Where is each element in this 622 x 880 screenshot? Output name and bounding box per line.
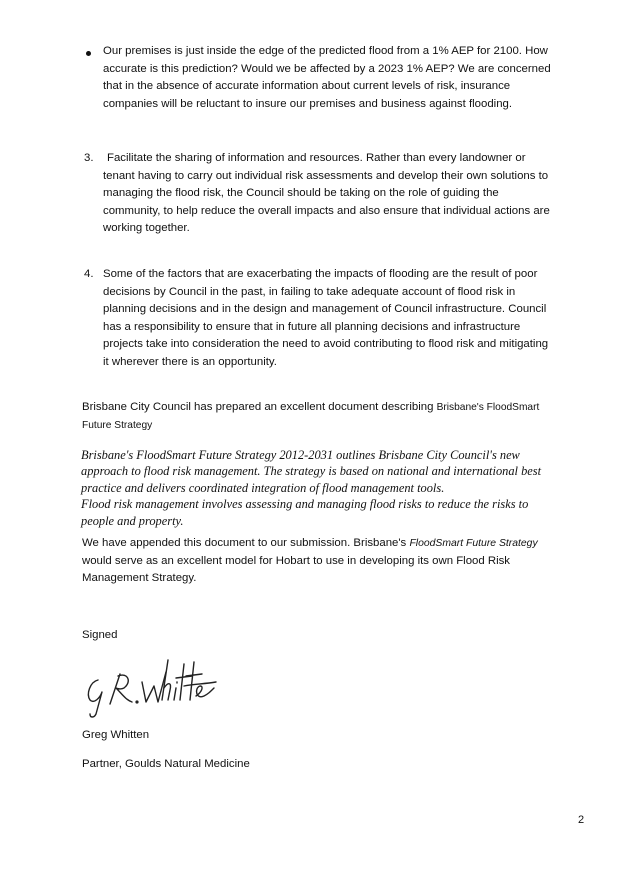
bcc-doc-name: Brisbane's FloodSmart Future Strategy: [82, 402, 540, 431]
item-4-paragraph: Some of the factors that are exacerbating the impacts of flooding are the result of poor decisions by Council in the past, in failing to take adequate account of flood risk in planning decisions and in the design and management of Council infrastructure. Council has a responsibility to ensure that in future all planning decisions and infrastructure projects take into consideration the need to avoid contributing to flood risk and mitigating it wherever there is an opportunity.: [103, 268, 549, 368]
item-4-number: 4.: [84, 268, 94, 280]
handwritten-signature: [80, 652, 220, 722]
strategy-quote: [81, 447, 553, 529]
quote-paragraph-1: Brisbane's FloodSmart Future Strategy 2012-2031 outlines Brisbane City Council's new approach to flood risk management. The strategy is based on national and international best practice and delivers coordinated integration of flood management tools.: [81, 448, 542, 495]
appended-post-text: would serve as an excellent model for Hobart to use in developing its own Flood Risk Management Strategy.: [82, 554, 511, 585]
item-3-paragraph: Facilitate the sharing of information and resources. Rather than every landowner or tenant having to carry out individual risk assessments and develop their own solutions to managing the flood risk, the Council should be taking on the role of guiding the community, to help reduce the overall impacts and also ensure that individual actions are working together.: [103, 152, 550, 235]
bcc-lead-text: Brisbane City Council has prepared an excellent document describing: [82, 401, 434, 413]
page-number: 2: [578, 814, 585, 826]
quote-paragraph-2: Flood risk management involves assessing and managing flood risks to reduce the risks to people and property.: [81, 497, 529, 528]
signer-name: Greg Whitten: [82, 729, 150, 741]
item-3-number: 3.: [84, 152, 94, 164]
appended-doc-name: FloodSmart Future Strategy: [409, 538, 538, 549]
bullet-paragraph: Our premises is just inside the edge of the predicted flood from a 1% AEP for 2100. How accurate is this prediction? Would we be affected by a 2023 1% AEP? We are concerned that in the absence of accurate information about current levels of risk, insurance companies will be reluctant to insure our premises and business against flooding.: [103, 45, 551, 110]
bcc-paragraph: [82, 399, 552, 434]
signer-title: Partner, Goulds Natural Medicine: [82, 758, 250, 770]
bullet-point: [86, 51, 91, 56]
appended-pre-text: We have appended this document to our submission. Brisbane's: [82, 537, 407, 549]
signed-label: Signed: [82, 629, 118, 641]
appended-paragraph: [82, 535, 552, 588]
